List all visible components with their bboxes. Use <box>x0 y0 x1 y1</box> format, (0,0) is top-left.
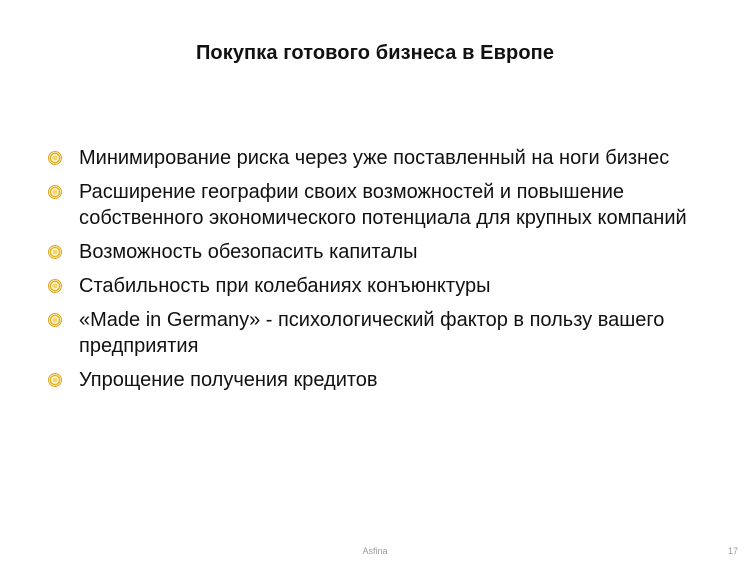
bullet-text: Упрощение получения кредитов <box>79 369 378 391</box>
gold-circle-bullet-icon <box>48 313 62 327</box>
bullet-text: Стабильность при колебаниях конъюнктуры <box>79 275 491 297</box>
bullet-list <box>48 145 718 401</box>
gold-circle-bullet-icon <box>48 151 62 165</box>
bullet-item <box>48 273 718 299</box>
page-number: 17 <box>727 546 738 556</box>
bullet-item <box>48 145 718 171</box>
gold-circle-bullet-icon <box>48 373 62 387</box>
slide-title: Покупка готового бизнеса в Европе <box>195 42 555 64</box>
bullet-text: Возможность обезопасить капиталы <box>79 241 418 263</box>
gold-circle-bullet-icon <box>48 185 62 199</box>
bullet-text: Минимирование риска через уже поставленный на ноги бизнес <box>79 147 670 169</box>
bullet-item <box>48 367 718 393</box>
bullet-text: «Made in Germany» - психологический фактор в пользу вашего предприятия <box>79 309 665 357</box>
bullet-item <box>48 307 718 359</box>
gold-circle-bullet-icon <box>48 279 62 293</box>
bullet-item <box>48 239 718 265</box>
footer-brand: Asfina <box>362 546 388 556</box>
bullet-text: Расширение географии своих возможностей и повышение собственного экономического потенциала для крупных компаний <box>79 181 687 229</box>
gold-circle-bullet-icon <box>48 245 62 259</box>
bullet-item <box>48 179 718 231</box>
